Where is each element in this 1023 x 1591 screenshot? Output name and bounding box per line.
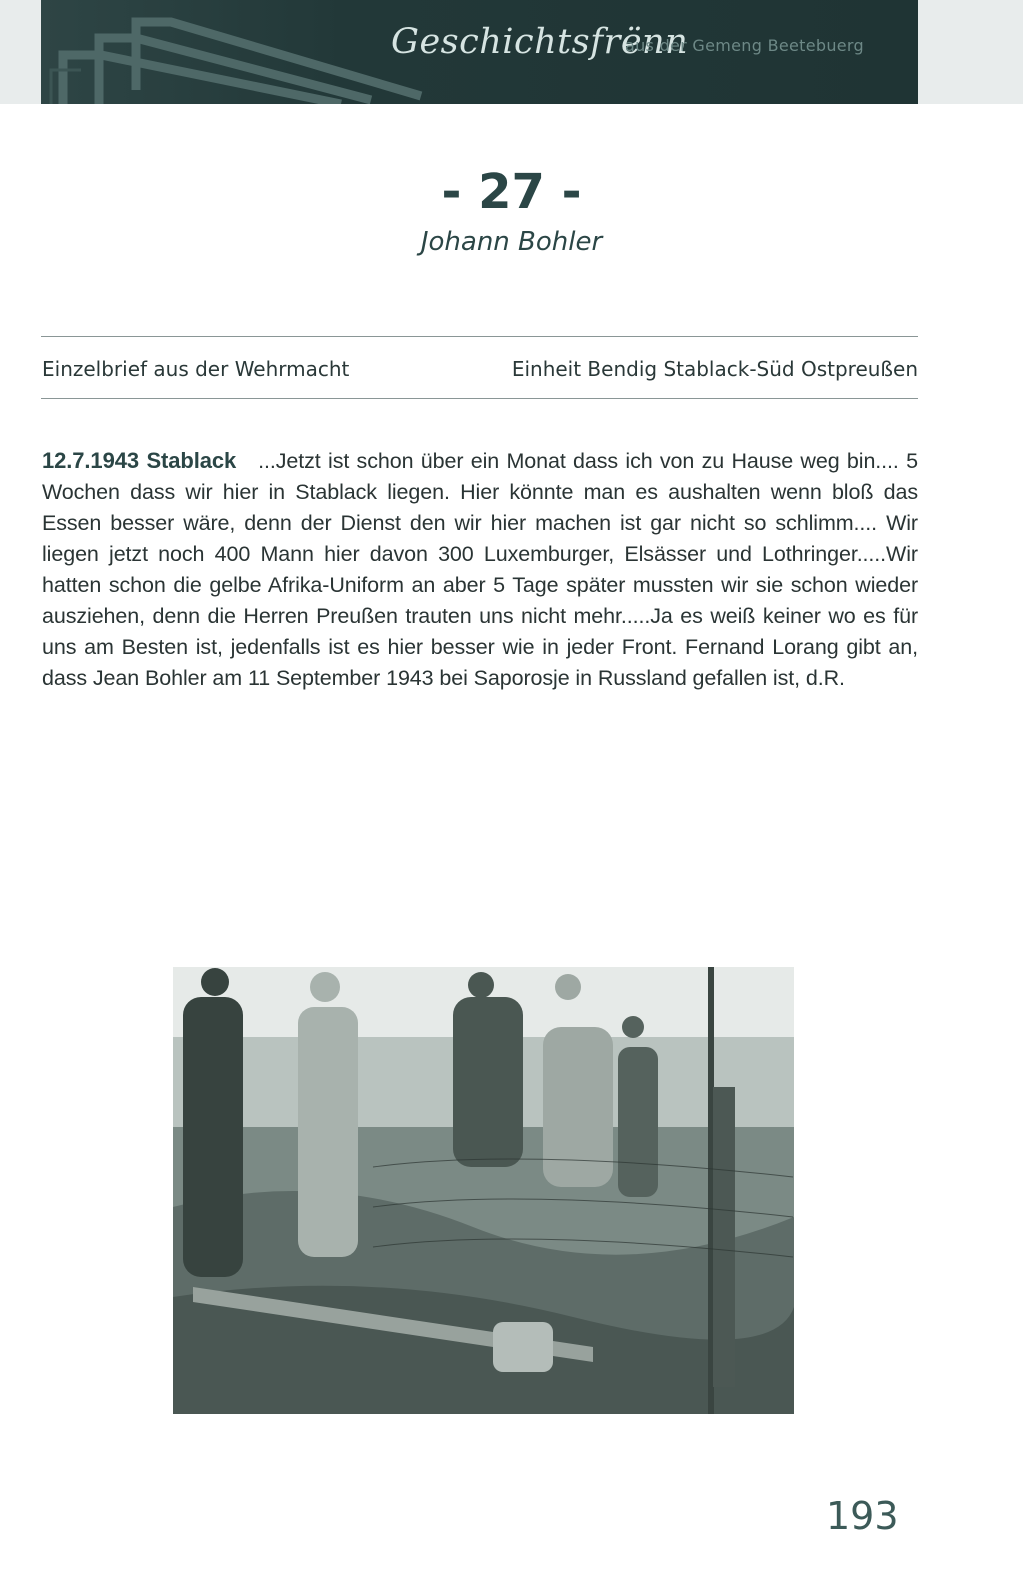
unit-label: Einheit Bendig Stablack-Süd Ostpreußen <box>511 357 918 381</box>
chapter-number: - 27 - <box>441 164 582 220</box>
divider-bottom <box>41 398 918 399</box>
header-margin-right <box>918 0 1023 104</box>
header-band <box>41 0 918 104</box>
series-title: Geschichtsfrënn <box>391 22 689 62</box>
letter-body <box>42 445 918 694</box>
soldiers-field-photo <box>173 967 794 1414</box>
chapter-name: Johann Bohler <box>420 227 603 257</box>
series-subtitle: aus der Gemeng Beetebuerg <box>625 36 864 55</box>
entry-label: 12.7.1943 Stablack <box>42 448 237 473</box>
source-label: Einzelbrief aus der Wehrmacht <box>42 357 350 381</box>
page-number: 193 <box>826 1494 899 1538</box>
header-margin-left <box>0 0 41 104</box>
letter-text: ...Jetzt ist schon über ein Monat dass ich von zu Hause weg bin.... 5 Wochen dass wir hier in Stablack liegen. Hier könnte man es aushalten wenn bloß das Essen besser wäre, denn der Dienst den wir hier machen ist gar nicht so schlimm.... Wir liegen jetzt noch 400 Mann hier davon 300 Luxemburger, Elsässer und Lothringer.....Wir hatten schon die gelbe Afrika-Uniform an aber 5 Tage später mussten wir sie schon wieder ausziehen, denn die Herren Preußen trauten uns nicht mehr.....Ja es weiß keiner wo es für uns am Besten ist, jedenfalls ist es hier besser wie in jeder Front. Fernand Lorang gibt an, dass Jean Bohler am 11 September 1943 bei Saporosje in Russland gefallen ist, d.R. <box>42 449 918 690</box>
divider-top <box>41 336 918 337</box>
historical-photo <box>173 967 794 1414</box>
